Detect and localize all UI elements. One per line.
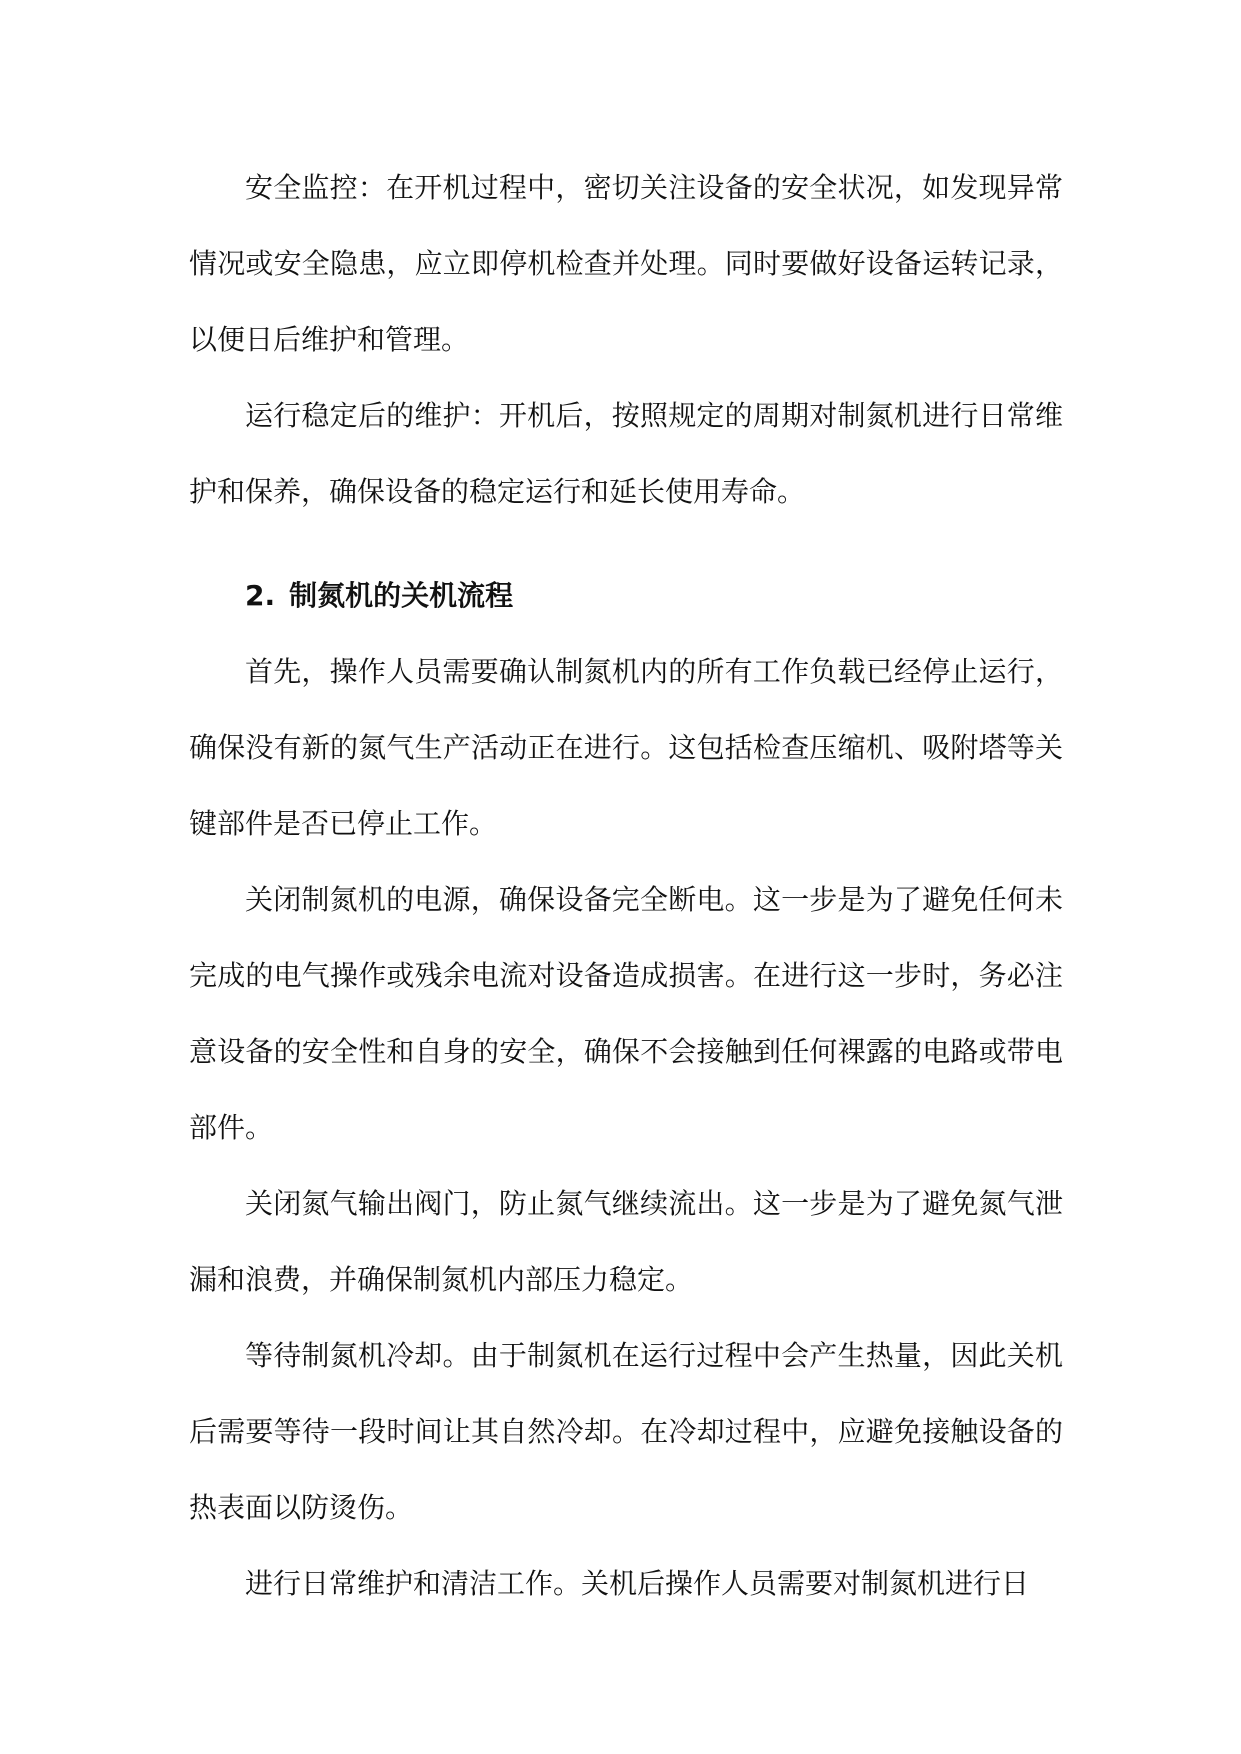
paragraph-power-off: 关闭制氮机的电源，确保设备完全断电。这一步是为了避免任何未完成的电气操作或残余电流对设备造成损害。在进行这一步时，务必注意设备的安全性和自身的安全，确保不会接触到任何裸露的电路或带电部件。	[189, 883, 1063, 1144]
section-heading	[189, 558, 1063, 634]
section-title: 制氮机的关机流程	[289, 579, 514, 612]
paragraph-safety-monitoring: 安全监控：在开机过程中，密切关注设备的安全状况，如发现异常情况或安全隐患，应立即停机检查并处理。同时要做好设备运转记录，以便日后维护和管理。	[189, 171, 1063, 356]
paragraph-close-valve: 关闭氮气输出阀门，防止氮气继续流出。这一步是为了避免氮气泄漏和浪费，并确保制氮机内部压力稳定。	[189, 1187, 1063, 1296]
paragraph-confirm-stop: 首先，操作人员需要确认制氮机内的所有工作负载已经停止运行，确保没有新的氮气生产活动正在进行。这包括检查压缩机、吸附塔等关键部件是否已停止工作。	[189, 655, 1063, 840]
paragraph-maintenance: 进行日常维护和清洁工作。关机后操作人员需要对制氮机进行日	[245, 1567, 1030, 1600]
document-body	[189, 150, 1063, 1622]
paragraph-cooling: 等待制氮机冷却。由于制氮机在运行过程中会产生热量，因此关机后需要等待一段时间让其自然冷却。在冷却过程中，应避免接触设备的热表面以防烫伤。	[189, 1339, 1063, 1524]
paragraph-stable-maintenance: 运行稳定后的维护：开机后，按照规定的周期对制氮机进行日常维护和保养，确保设备的稳定运行和延长使用寿命。	[189, 399, 1063, 508]
section-number: 2.	[245, 579, 276, 612]
